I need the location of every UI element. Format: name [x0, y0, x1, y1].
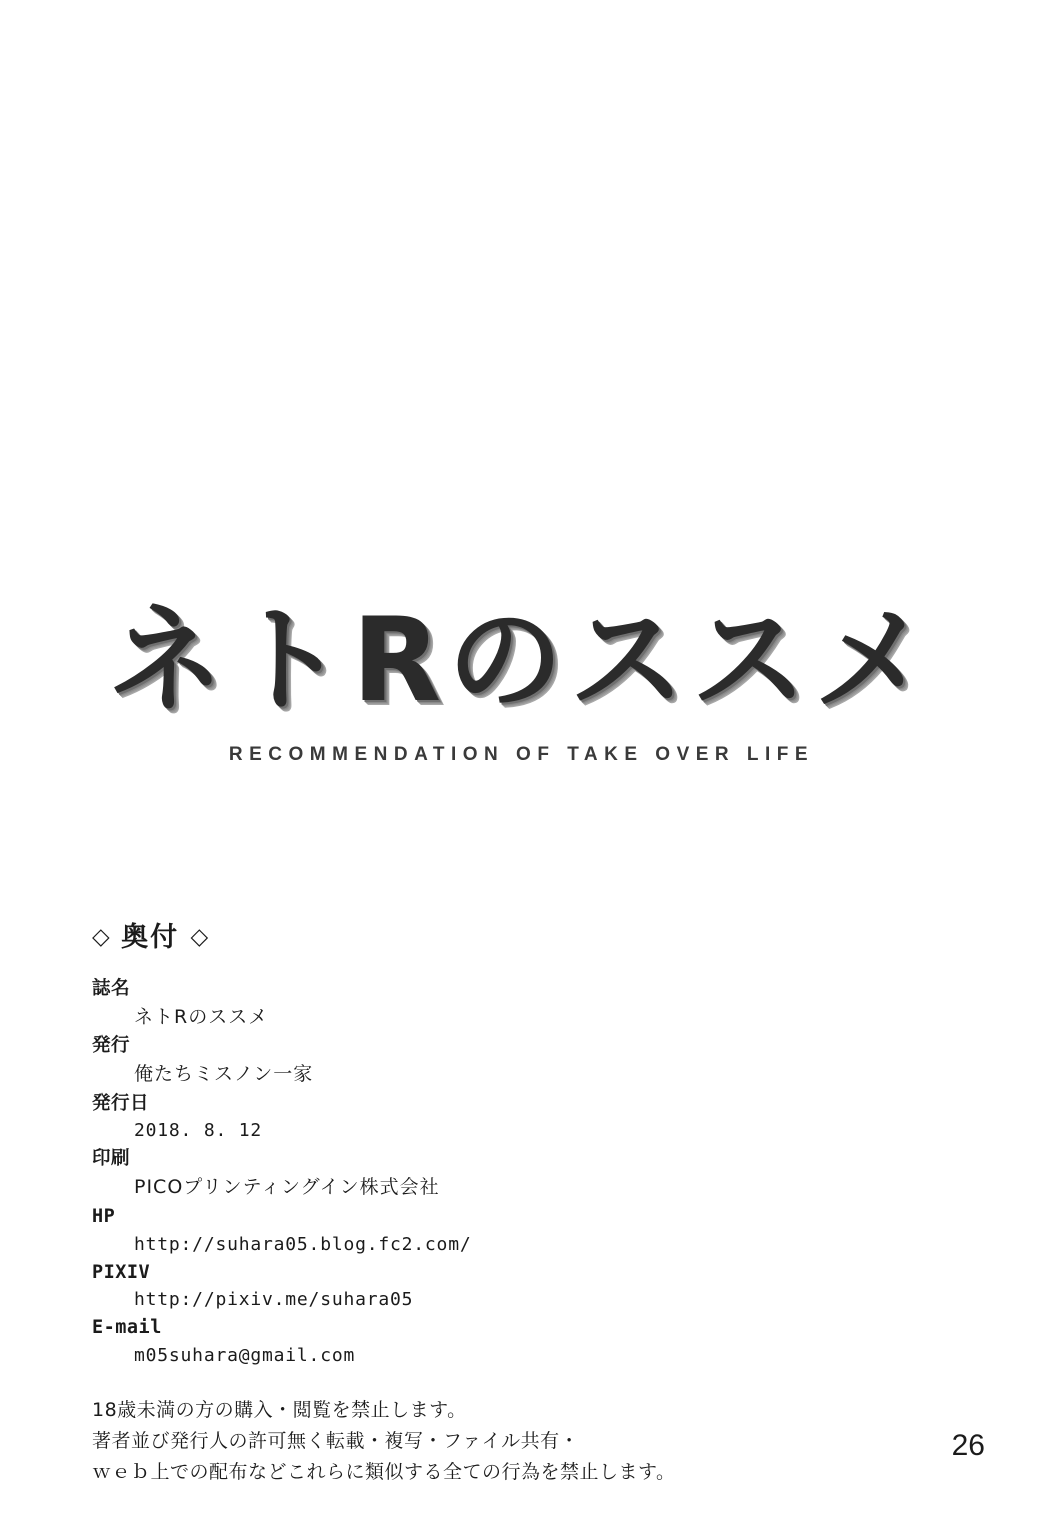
page-number: 26	[951, 1429, 985, 1462]
field-label: 発行日	[92, 1092, 150, 1114]
field-label: HP	[92, 1205, 116, 1227]
pixiv-url[interactable]: http://pixiv.me/suhara05	[134, 1289, 414, 1311]
colophon-field	[92, 1091, 852, 1145]
title-block	[0, 593, 1043, 766]
field-label: E-mail	[92, 1317, 162, 1339]
diamond-icon-right: ◇	[190, 924, 209, 950]
legal-notice-line: 著者並び発行人の許可無く転載・複写・ファイル共有・	[92, 1429, 580, 1452]
colophon-section	[92, 915, 852, 1487]
publication-logo-title: ネトRのススメ	[107, 593, 936, 728]
field-value: PICOプリンティングイン株式会社	[134, 1176, 440, 1199]
field-value: 2018. 8. 12	[134, 1120, 263, 1142]
field-value: 俺たちミスノン一家	[134, 1063, 314, 1086]
field-value: ネトRのススメ	[134, 1005, 269, 1028]
email-address[interactable]: m05suhara@gmail.com	[134, 1345, 356, 1367]
publication-logo-subtitle: RECOMMENDATION OF TAKE OVER LIFE	[228, 743, 815, 765]
colophon-heading-text: 奥付	[121, 922, 180, 953]
homepage-url[interactable]: http://suhara05.blog.fc2.com/	[134, 1233, 472, 1255]
colophon-field	[92, 1315, 852, 1369]
colophon-field	[92, 976, 852, 1031]
diamond-icon-left: ◇	[92, 924, 110, 950]
field-label: PIXIV	[92, 1261, 151, 1283]
colophon-heading	[92, 915, 852, 954]
legal-notice-line: 18歳未満の方の購入・閲覧を禁止します。	[92, 1399, 467, 1422]
colophon-field	[92, 1146, 852, 1201]
field-label: 誌名	[92, 978, 131, 999]
field-label: 印刷	[92, 1148, 131, 1170]
colophon-field	[92, 1033, 852, 1088]
legal-notice	[92, 1395, 852, 1487]
field-label: 発行	[92, 1035, 131, 1057]
legal-notice-line: ｗｅｂ上での配布などこれらに類似する全ての行為を禁止します。	[92, 1460, 676, 1483]
colophon-field	[92, 1204, 852, 1258]
colophon-field	[92, 1260, 852, 1314]
